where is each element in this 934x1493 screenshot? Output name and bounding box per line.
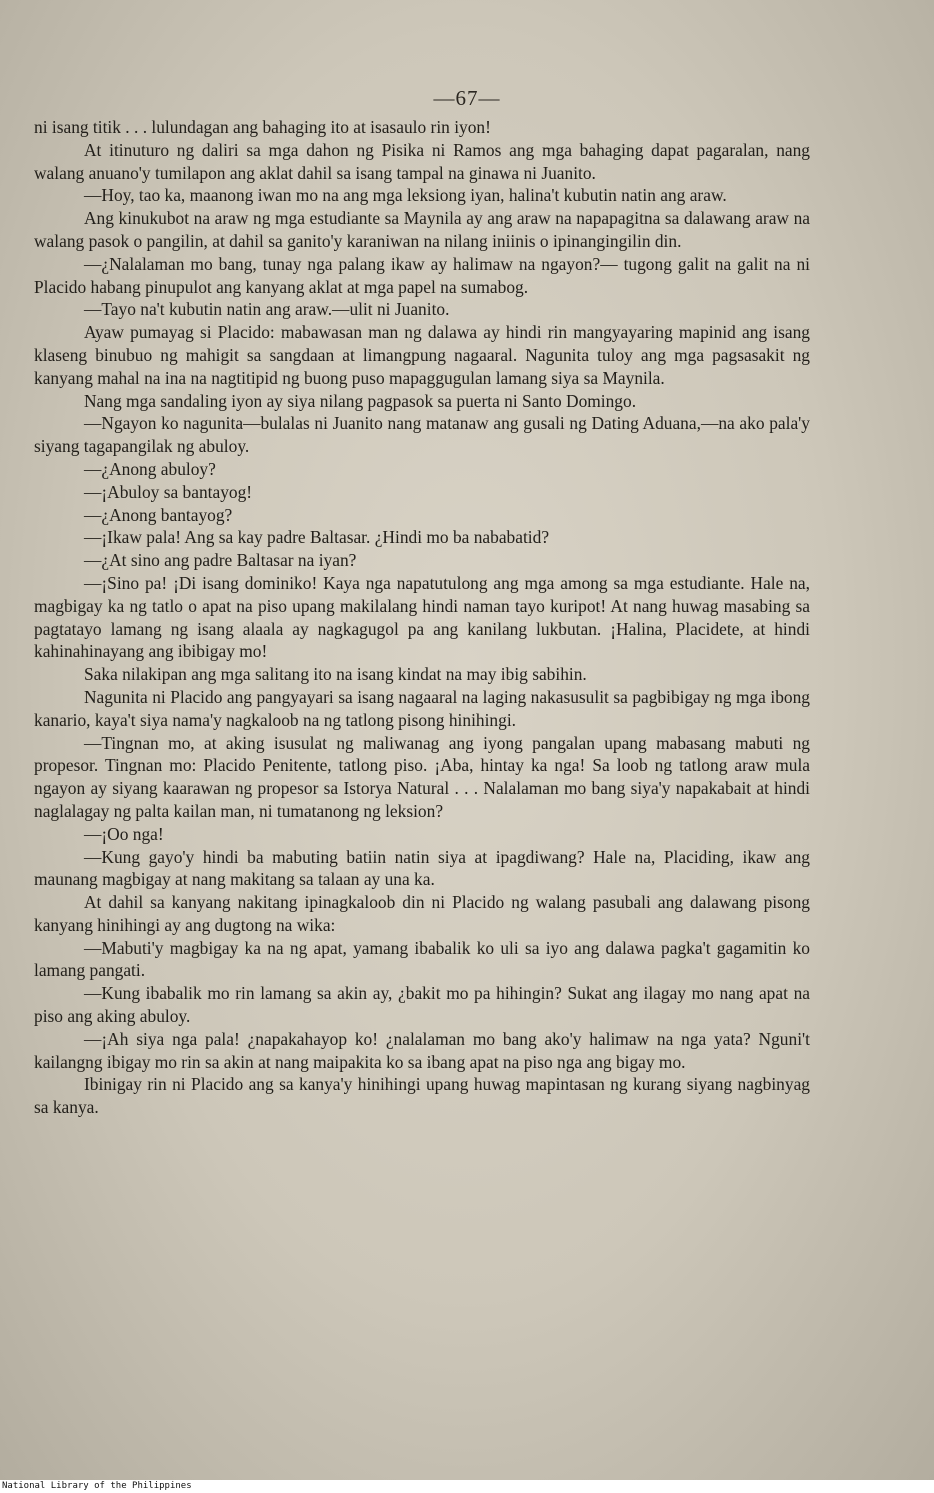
paragraph: —¿Anong bantayog? [84, 504, 233, 525]
paragraph: Nagunita ni Placido ang pangyayari sa isang nagaaral na laging nakasusulit sa pagbibigay ng mga ibong kanario, kaya't siya nama'y nagkaloob na ng tatlong pisong hinihingi. [34, 686, 810, 730]
paragraph: At itinuturo ng daliri sa mga dahon ng Pisika ni Ramos ang mga bahaging dapat pagaralan, nang walang anuano'y tumilapon ang aklat dahil sa isang tampal na ginawa ni Juanito. [34, 139, 810, 183]
paragraph: ni isang titik . . . lulundagan ang bahaging ito at isasaulo rin iyon! [34, 117, 491, 137]
paragraph: —Ngayon ko nagunita—bulalas ni Juanito nang matanaw ang gusali ng Dating Aduana,—na ako pala'y siyang tagapangilak ng abuloy. [34, 413, 810, 457]
paragraph: —¿Nalalaman mo bang, tunay nga palang ikaw ay halimaw na ngayon?— tugong galit na galit na ni Placido habang pinupulot ang kanyang aklat at mga papel na sumabog. [34, 253, 810, 297]
paragraph: —Kung ibabalik mo rin lamang sa akin ay, ¿bakit mo pa hihingin? Sukat ang ilagay mo nang apat na piso ang aking abuloy. [34, 983, 810, 1027]
paragraph: —¿At sino ang padre Baltasar na iyan? [84, 550, 357, 571]
paragraph: —¡Sino pa! ¡Di isang dominiko! Kaya nga napatutulong ang mga among sa mga estudiante. Hale na, magbigay ka ng tatlo o apat na piso upang makilalang hindi naman tayo kuripot! At nang huwag masabing sa pagtatayo lamang ng isang alaala ay nagkagugol pa ang kanilang lukbutan. ¡Halina, Placidete, at hindi kahinahinayang ang ibibigay mo! [34, 572, 810, 662]
footer-credit: National Library of the Philippines [2, 1481, 192, 1491]
body-text [34, 116, 810, 1119]
paragraph: Ibinigay rin ni Placido ang sa kanya'y hinihingi upang huwag mapintasan ng kurang siyang nagbinyag sa kanya. [34, 1074, 810, 1118]
paragraph: At dahil sa kanyang nakitang ipinagkaloob din ni Placido ng walang pasubali ang dalawang pisong kanyang hinihingi ay ang dugtong na wika: [34, 892, 810, 935]
paragraph: Ang kinukubot na araw ng mga estudiante sa Maynila ay ang araw na napapagitna sa dalawang araw na walang pasok o pangilin, at dahil sa ganito'y karaniwan na nilang iniinis o ipinangingilin din. [34, 208, 810, 251]
paragraph: —¡Oo nga! [84, 823, 164, 844]
paragraph: Nang mga sandaling iyon ay siya nilang pagpasok sa puerta ni Santo Domingo. [84, 390, 637, 411]
paragraph: —Kung gayo'y hindi ba mabuting batiin natin siya at ipagdiwang? Hale na, Placiding, ikaw ang maunang magbigay at nang makitang sa talaan ay una ka. [34, 846, 810, 890]
paragraph: —¡Ah siya nga pala! ¿napakahayop ko! ¿nalalaman mo bang ako'y halimaw na nga yata? Nguni't kailangng ibigay mo rin sa akin at nang maipakita ko sa ibang apat na piso nga ang bigay mo. [34, 1028, 810, 1072]
paragraph: —¡Ikaw pala! Ang sa kay padre Baltasar. ¿Hindi mo ba nababatid? [84, 527, 550, 548]
paragraph: —¡Abuloy sa bantayog! [84, 481, 253, 502]
page-number: —67— [433, 86, 501, 110]
paragraph: —Hoy, tao ka, maanong iwan mo na ang mga leksiong iyan, halina't kubutin natin ang araw. [84, 185, 727, 206]
paragraph: Ayaw pumayag si Placido: mabawasan man ng dalawa ay hindi rin mangyayaring mapinid ang isang klaseng binubuo ng mahigit sa sangdaan at limangpung nagaaral. Nagunita tuloy ang mga pagsasakit ng kanyang mahal na ina na nagtitipid ng buong puso mapaggugulan lamang siya sa Maynila. [34, 322, 810, 388]
paragraph: Saka nilakipan ang mga salitang ito na isang kindat na may ibig sabihin. [84, 664, 587, 685]
paragraph: —Tayo na't kubutin natin ang araw.—ulit ni Juanito. [84, 299, 450, 320]
paragraph: —Tingnan mo, at aking isusulat ng maliwanag ang iyong pangalan upang mabasang mabuti ng propesor. Tingnan mo: Placido Penitente, tatlong piso. ¡Aba, hintay ka nga! Sa loob ng tatlong araw mula ngayon ay siyang kaarawan ng propesor sa Istorya Natural . . . Nalalaman mo bang siya'y napakabait at hindi naglalagay ng palta kailan man, ni tumatanong ng leksion? [34, 732, 810, 821]
paragraph: —Mabuti'y magbigay ka na ng apat, yamang ibabalik ko uli sa iyo ang dalawa pagka't gagamitin ko lamang pangati. [34, 937, 810, 981]
footer-bar [0, 1480, 934, 1493]
paragraph: —¿Anong abuloy? [84, 458, 216, 479]
